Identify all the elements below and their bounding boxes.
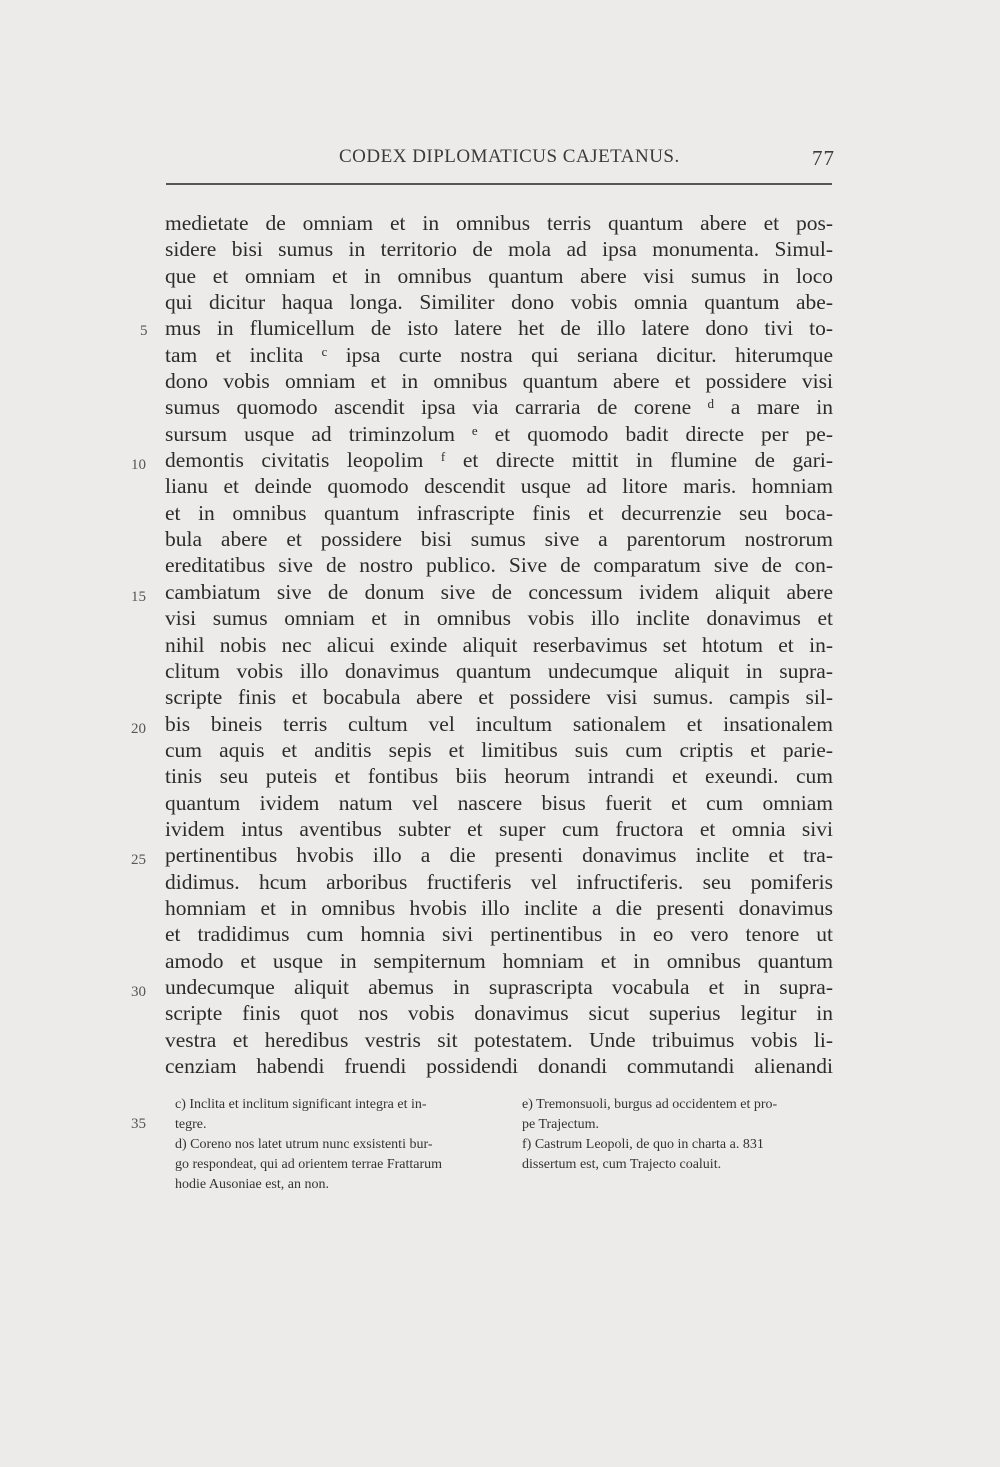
text-line: qui dicitur haqua longa. Similiter dono vobis omnia quantum abe-	[165, 290, 833, 315]
text-line: ividem intus aventibus subter et super cum fructora et omnia sivi	[165, 816, 833, 841]
text-line: dono vobis omniam et in omnibus quantum abere et possidere visi	[165, 369, 833, 394]
text-line: didimus. hcum arboribus fructiferis vel infructiferis. seu pomiferis	[165, 869, 833, 894]
footnote-c-continued: tegre.	[175, 1117, 207, 1132]
footnote-c: c) Inclita et inclitum significant integra et in-	[175, 1097, 427, 1112]
line-number: 10	[131, 457, 146, 473]
text-line: amodo et usque in sempiternum homniam et in omnibus quantum	[165, 948, 833, 973]
text-line: demontis civitatis leopolim ᶠ et directe mittit in flumine de gari-	[165, 448, 833, 473]
text-line: et tradidimus cum homnia sivi pertinentibus in eo vero tenore ut	[165, 922, 833, 947]
footnote-e-continued: pe Trajectum.	[522, 1117, 599, 1132]
footnote-d-continued: go respondeat, qui ad orientem terrae Frattarum	[175, 1157, 443, 1172]
body-text	[165, 210, 833, 1079]
line-number: 35	[131, 1116, 146, 1132]
header-rule	[166, 183, 832, 185]
footnotes-left-column	[175, 1095, 480, 1195]
text-line: clitum vobis illo donavimus quantum undecumque aliquit in supra-	[165, 658, 833, 683]
footnote-d: d) Coreno nos latet utrum nunc exsistenti bur-	[175, 1137, 433, 1152]
text-line: bula abere et possidere bisi sumus sive a parentorum nostrorum	[165, 527, 833, 552]
text-line: cambiatum sive de donum sive de concessum ividem aliquit abere	[165, 579, 833, 604]
line-number: 20	[131, 721, 146, 737]
text-line: undecumque aliquit abemus in suprascripta vocabula et in supra-	[165, 974, 833, 999]
margin-line-numbers	[0, 0, 150, 1467]
text-line: visi sumus omniam et in omnibus vobis illo inclite donavimus et	[165, 606, 833, 631]
text-line: lianu et deinde quomodo descendit usque ad litore maris. homniam	[165, 474, 833, 499]
text-line: scripte finis quot nos vobis donavimus sicut superius legitur in	[165, 1001, 833, 1026]
text-line: nihil nobis nec alicui exinde aliquit reserbavimus set htotum et in-	[165, 632, 833, 657]
text-line: cum aquis et anditis sepis et limitibus suis cum criptis et parie-	[165, 737, 833, 762]
text-line: homniam et in omnibus hvobis illo inclite a die presenti donavimus	[165, 895, 833, 920]
text-line: sumus quomodo ascendit ipsa via carraria de corene ᵈ a mare in	[165, 395, 833, 420]
text-line: medietate de omniam et in omnibus terris quantum abere et pos-	[165, 211, 833, 235]
footnote-e: e) Tremonsuoli, burgus ad occidentem et pro-	[522, 1097, 778, 1112]
text-line: scripte finis et bocabula abere et possidere visi sumus. campis sil-	[165, 685, 833, 710]
page-number: 77	[812, 146, 835, 170]
footnote-f-continued: dissertum est, cum Trajecto coaluit.	[522, 1157, 722, 1172]
footnote-d-continued: hodie Ausoniae est, an non.	[175, 1177, 329, 1192]
footnotes-right-column	[522, 1095, 835, 1175]
line-number: 15	[131, 589, 146, 605]
text-line: ereditatibus sive de nostro publico. Sive de comparatum sive de con-	[165, 553, 833, 578]
text-line: cenziam habendi fruendi possidendi donandi commutandi alienandi	[165, 1054, 833, 1078]
footnote-f: f) Castrum Leopoli, de quo in charta a. 831	[522, 1137, 764, 1152]
page-header	[163, 146, 835, 180]
text-line: tam et inclita ᶜ ipsa curte nostra qui seriana dicitur. hiterumque	[165, 342, 833, 367]
running-title: CODEX DIPLOMATICUS CAJETANUS.	[339, 146, 680, 167]
footnotes	[175, 1095, 835, 1195]
text-line: sursum usque ad triminzolum ᵉ et quomodo badit directe per pe-	[165, 421, 833, 446]
text-line: pertinentibus hvobis illo a die presenti donavimus inclite et tra-	[165, 843, 833, 868]
text-line: et in omnibus quantum infrascripte finis et decurrenzie seu boca-	[165, 500, 833, 525]
text-line: quantum ividem natum vel nascere bisus fuerit et cum omniam	[165, 790, 833, 815]
text-line: tinis seu puteis et fontibus biis heorum intrandi et exeundi. cum	[165, 764, 833, 789]
text-line: vestra et heredibus vestris sit potestatem. Unde tribuimus vobis li-	[165, 1027, 833, 1052]
line-number: 25	[131, 852, 146, 868]
line-number: 30	[131, 984, 146, 1000]
text-line: que et omniam et in omnibus quantum abere visi sumus in loco	[165, 263, 833, 288]
text-line: sidere bisi sumus in territorio de mola ad ipsa monumenta. Simul-	[165, 237, 833, 262]
text-line: mus in flumicellum de isto latere het de illo latere dono tivi to-	[165, 316, 833, 341]
line-number: 5	[140, 323, 148, 339]
text-line: bis bineis terris cultum vel incultum sationalem et insationalem	[165, 711, 833, 736]
